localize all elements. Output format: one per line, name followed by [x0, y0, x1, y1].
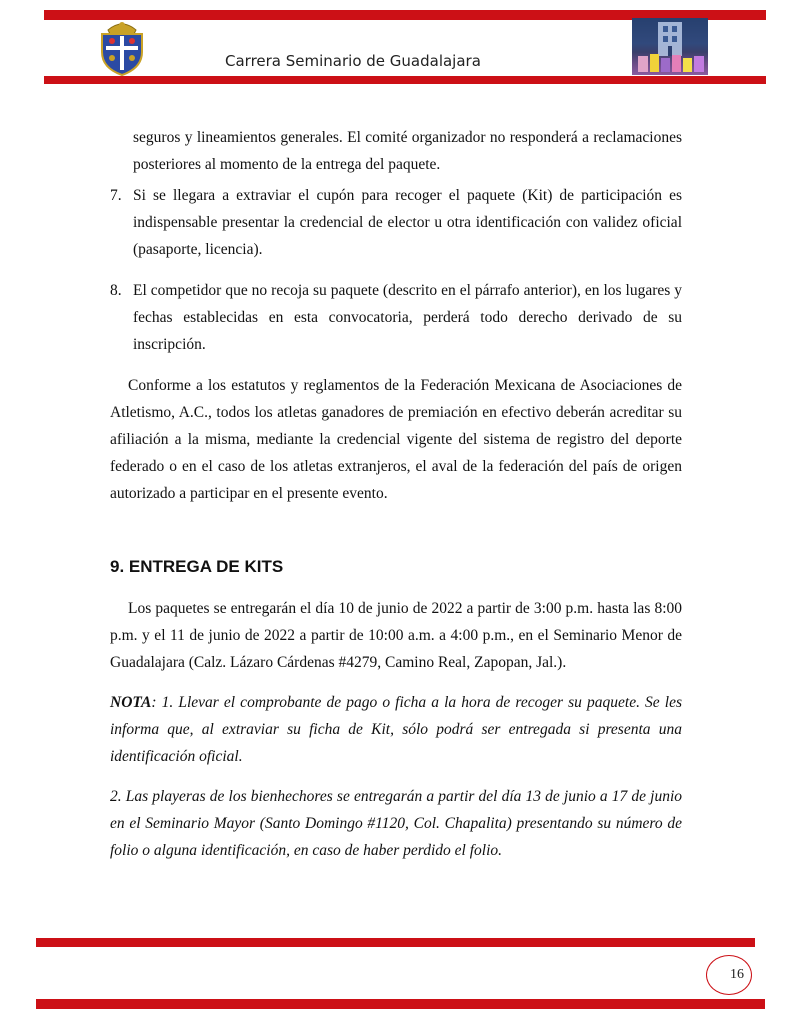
- header-title: Carrera Seminario de Guadalajara: [225, 52, 481, 70]
- list-item-text: El competidor que no recoja su paquete (descrito en el párrafo anterior), en los lugares y fechas establecidas en esta convocatoria, perderá todo derecho derivado de su inscripción.: [133, 282, 682, 353]
- note-2-paragraph: 2. Las playeras de los bienhechores se entregarán a partir del día 13 de junio a 17 de junio en el Seminario Mayor (Santo Domingo #1120, Col. Chapalita) presentando su número de folio o alguna identificación, en caso de haber perdido el folio.: [110, 788, 682, 859]
- nota-paragraph: [110, 689, 682, 770]
- list-item-number: 7.: [110, 187, 122, 204]
- footer-top-rule: [36, 938, 755, 947]
- header-bottom-rule: [44, 76, 766, 84]
- archdiocese-crest-icon: [98, 20, 146, 76]
- footer-bottom-rule: [36, 999, 765, 1009]
- page-number-badge: [706, 955, 752, 995]
- nota-label: NOTA: [110, 694, 152, 711]
- kits-paragraph: Los paquetes se entregarán el día 10 de junio de 2022 a partir de 3:00 p.m. hasta las 8:00 p.m. y el 11 de junio de 2022 a partir de 10:00 a.m. a 4:00 p.m., en el Seminario Menor de Guadalajara (Calz. Lázaro Cárdenas #4279, Camino Real, Zapopan, Jal.).: [110, 600, 682, 671]
- federation-paragraph: Conforme a los estatutos y reglamentos de la Federación Mexicana de Asociaciones de Atletismo, A.C., todos los atletas ganadores de premiación en efectivo deberán acreditar su afiliación a la misma, mediante la credencial vigente del sistema de registro del deporte federado o en el caso de los atletas extranjeros, el aval de la federación del país de origen autorizado a participar en el presente evento.: [110, 377, 682, 502]
- section-heading: 9. ENTREGA DE KITS: [110, 557, 284, 576]
- list-item-text: Si se llegara a extraviar el cupón para recoger el paquete (Kit) de participación es indispensable presentar la credencial de elector u otra identificación con validez oficial (pasaporte, licencia).: [133, 187, 682, 258]
- page-number: 16: [730, 967, 744, 982]
- list-item-number: 8.: [110, 282, 122, 299]
- nota-text: : 1. Llevar el comprobante de pago o ficha a la hora de recoger su paquete. Se les informa que, al extraviar su ficha de Kit, sólo podrá ser entregada si presenta una identificación oficial.: [110, 694, 682, 765]
- continuation-paragraph: seguros y lineamientos generales. El comité organizador no responderá a reclamaciones posteriores al momento de la entrega del paquete.: [133, 129, 682, 173]
- seminary-building-image: [632, 18, 708, 75]
